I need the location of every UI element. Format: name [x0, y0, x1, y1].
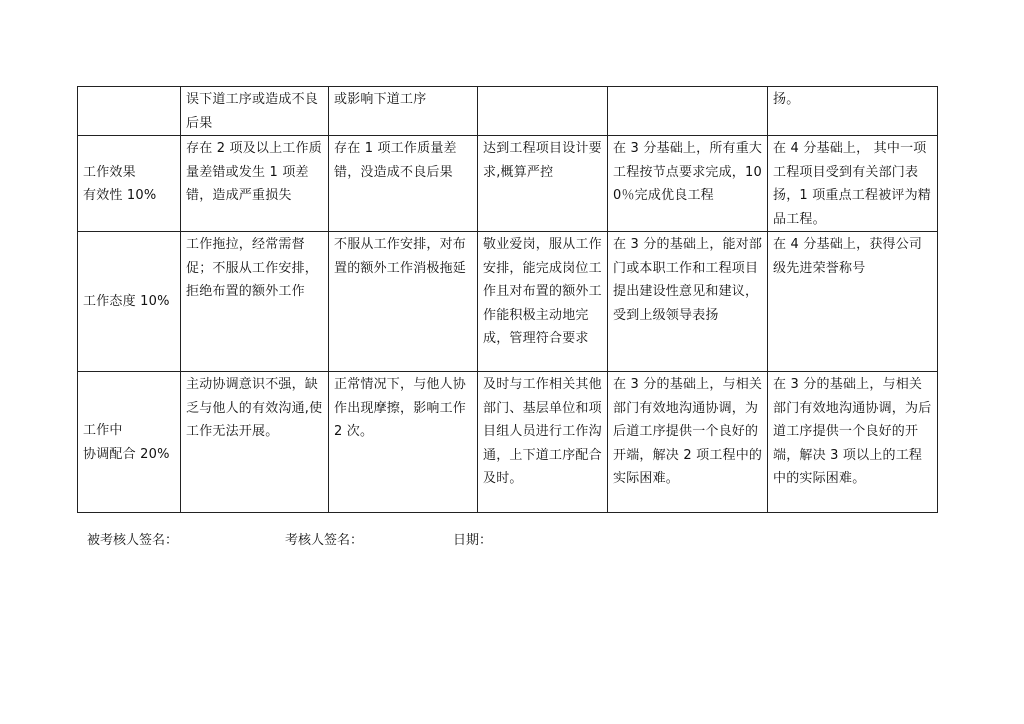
table-cell: 在 3 分的基础上，与相关部门有效地沟通协调，为后道工序提供一个良好的开端，解决 2 项工程中的实际困难。	[608, 372, 768, 513]
table-cell: 存在 1 项工作质量差错，没造成不良后果	[329, 136, 478, 232]
table-cell: 达到工程项目设计要求,概算严控	[478, 136, 608, 232]
table-cell: 在 3 分的基础上，与相关部门有效地沟通协调，为后道工序提供一个良好的开端，解决 3 项以上的工程中的实际困难。	[768, 372, 938, 513]
assessor-signature-label: 考核人签名：	[285, 533, 364, 548]
table-row	[78, 232, 938, 372]
evaluation-table	[77, 86, 938, 513]
row-label: 工作态度 10%	[78, 232, 181, 372]
table-row	[78, 372, 938, 513]
table-cell: 存在 2 项及以上工作质量差错或发生 1 项差错，造成严重损失	[181, 136, 329, 232]
table-cell: 在 3 分的基础上，能对部门或本职工作和工程项目提出建设性意见和建议，受到上级领导表扬	[608, 232, 768, 372]
row-label	[78, 87, 181, 136]
row-label: 工作效果 有效性 10%	[78, 136, 181, 232]
table-cell: 或影响下道工序	[329, 87, 478, 136]
table-cell: 正常情况下，与他人协作出现摩擦，影响工作 2 次。	[329, 372, 478, 513]
table-cell: 误下道工序或造成不良后果	[181, 87, 329, 136]
table-cell: 扬。	[768, 87, 938, 136]
table-cell: 不服从工作安排，对布置的额外工作消极拖延	[329, 232, 478, 372]
table-cell	[608, 87, 768, 136]
assessee-signature-label: 被考核人签名：	[87, 533, 179, 548]
table-cell: 在 4 分基础上，获得公司级先进荣誉称号	[768, 232, 938, 372]
table-row	[78, 136, 938, 232]
table-cell: 及时与工作相关其他部门、基层单位和项目组人员进行工作沟通，上下道工序配合及时。	[478, 372, 608, 513]
row-label: 工作中 协调配合 20%	[78, 372, 181, 513]
table-row	[78, 87, 938, 136]
table-cell: 工作拖拉，经常需督促；不服从工作安排，拒绝布置的额外工作	[181, 232, 329, 372]
signature-line	[0, 531, 1024, 551]
date-label: 日期：	[453, 533, 493, 548]
table-cell: 在 3 分基础上，所有重大工程按节点要求完成，100％完成优良工程	[608, 136, 768, 232]
table-cell: 在 4 分基础上， 其中一项工程项目受到有关部门表扬，1 项重点工程被评为精品工程。	[768, 136, 938, 232]
table-cell: 主动协调意识不强，缺乏与他人的有效沟通,使工作无法开展。	[181, 372, 329, 513]
table-cell	[478, 87, 608, 136]
table-cell: 敬业爱岗，服从工作安排，能完成岗位工作且对布置的额外工作能积极主动地完成，管理符合要求	[478, 232, 608, 372]
